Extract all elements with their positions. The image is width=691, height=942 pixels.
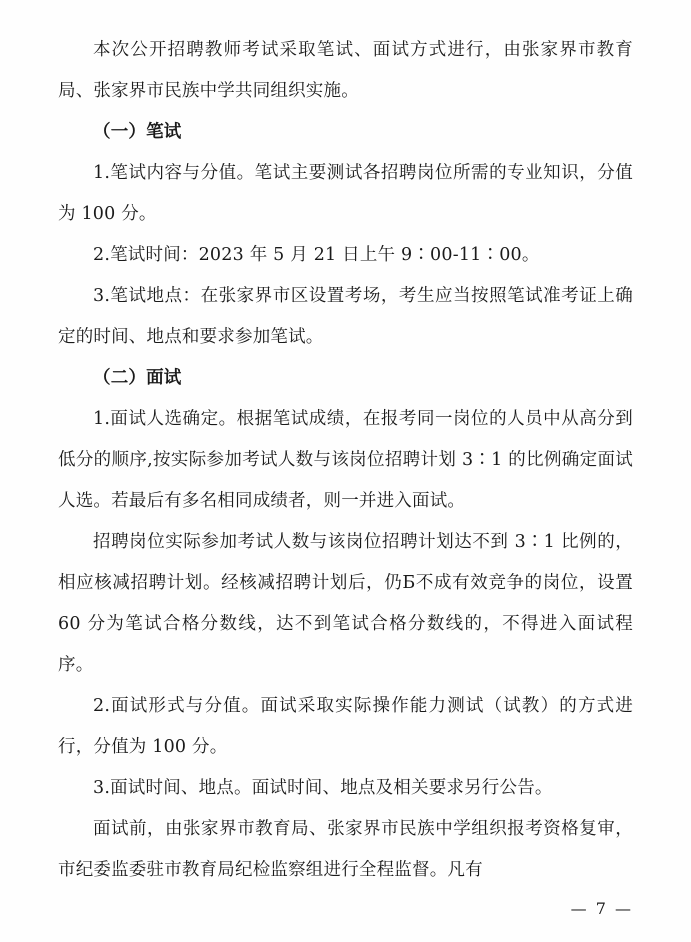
paragraph-interview-qualification-review: 面试前，由张家界市教育局、张家界市民族中学组织报考资格复审，市纪委监委驻市教育局纪检监察组进行全程监督。凡有 (58, 819, 633, 880)
document-body (58, 30, 633, 891)
paragraph-interview-ratio-note: 招聘岗位实际参加考试人数与该岗位招聘计划达不到 3∶1 比例的，相应核减招聘计划。经核减招聘计划后，仍Б不成有效竞争的岗位，设置 60 分为笔试合格分数线，达不到笔试合格分数线的，不得进入面试程序。 (58, 532, 633, 675)
paragraph-written-exam-location: 3.笔试地点：在张家界市区设置考场，考生应当按照笔试准考证上确定的时间、地点和要求参加笔试。 (58, 286, 633, 347)
paragraph-interview-candidates: 1.面试人选确定。根据笔试成绩，在报考同一岗位的人员中从高分到低分的顺序,按实际参加考试人数与该岗位招聘计划 3∶1 的比例确定面试人选。若最后有多名相同成绩者，则一并进入面试。 (58, 409, 633, 511)
section-heading-interview: （二）面试 (93, 368, 182, 388)
paragraph-written-exam-content: 1.笔试内容与分值。笔试主要测试各招聘岗位所需的专业知识，分值为 100 分。 (58, 163, 633, 224)
paragraph-interview-format: 2.面试形式与分值。面试采取实际操作能力测试（试教）的方式进行，分值为 100 分。 (58, 696, 633, 757)
section-heading-written-exam: （一）笔试 (93, 122, 182, 142)
paragraph-interview-time-location: 3.面试时间、地点。面试时间、地点及相关要求另行公告。 (93, 778, 553, 798)
paragraph-written-exam-time: 2.笔试时间：2023 年 5 月 21 日上午 9∶00-11∶00。 (93, 245, 540, 265)
paragraph-intro: 本次公开招聘教师考试采取笔试、面试方式进行，由张家界市教育局、张家界市民族中学共同组织实施。 (58, 40, 633, 101)
page-number: — 7 — (570, 899, 633, 918)
